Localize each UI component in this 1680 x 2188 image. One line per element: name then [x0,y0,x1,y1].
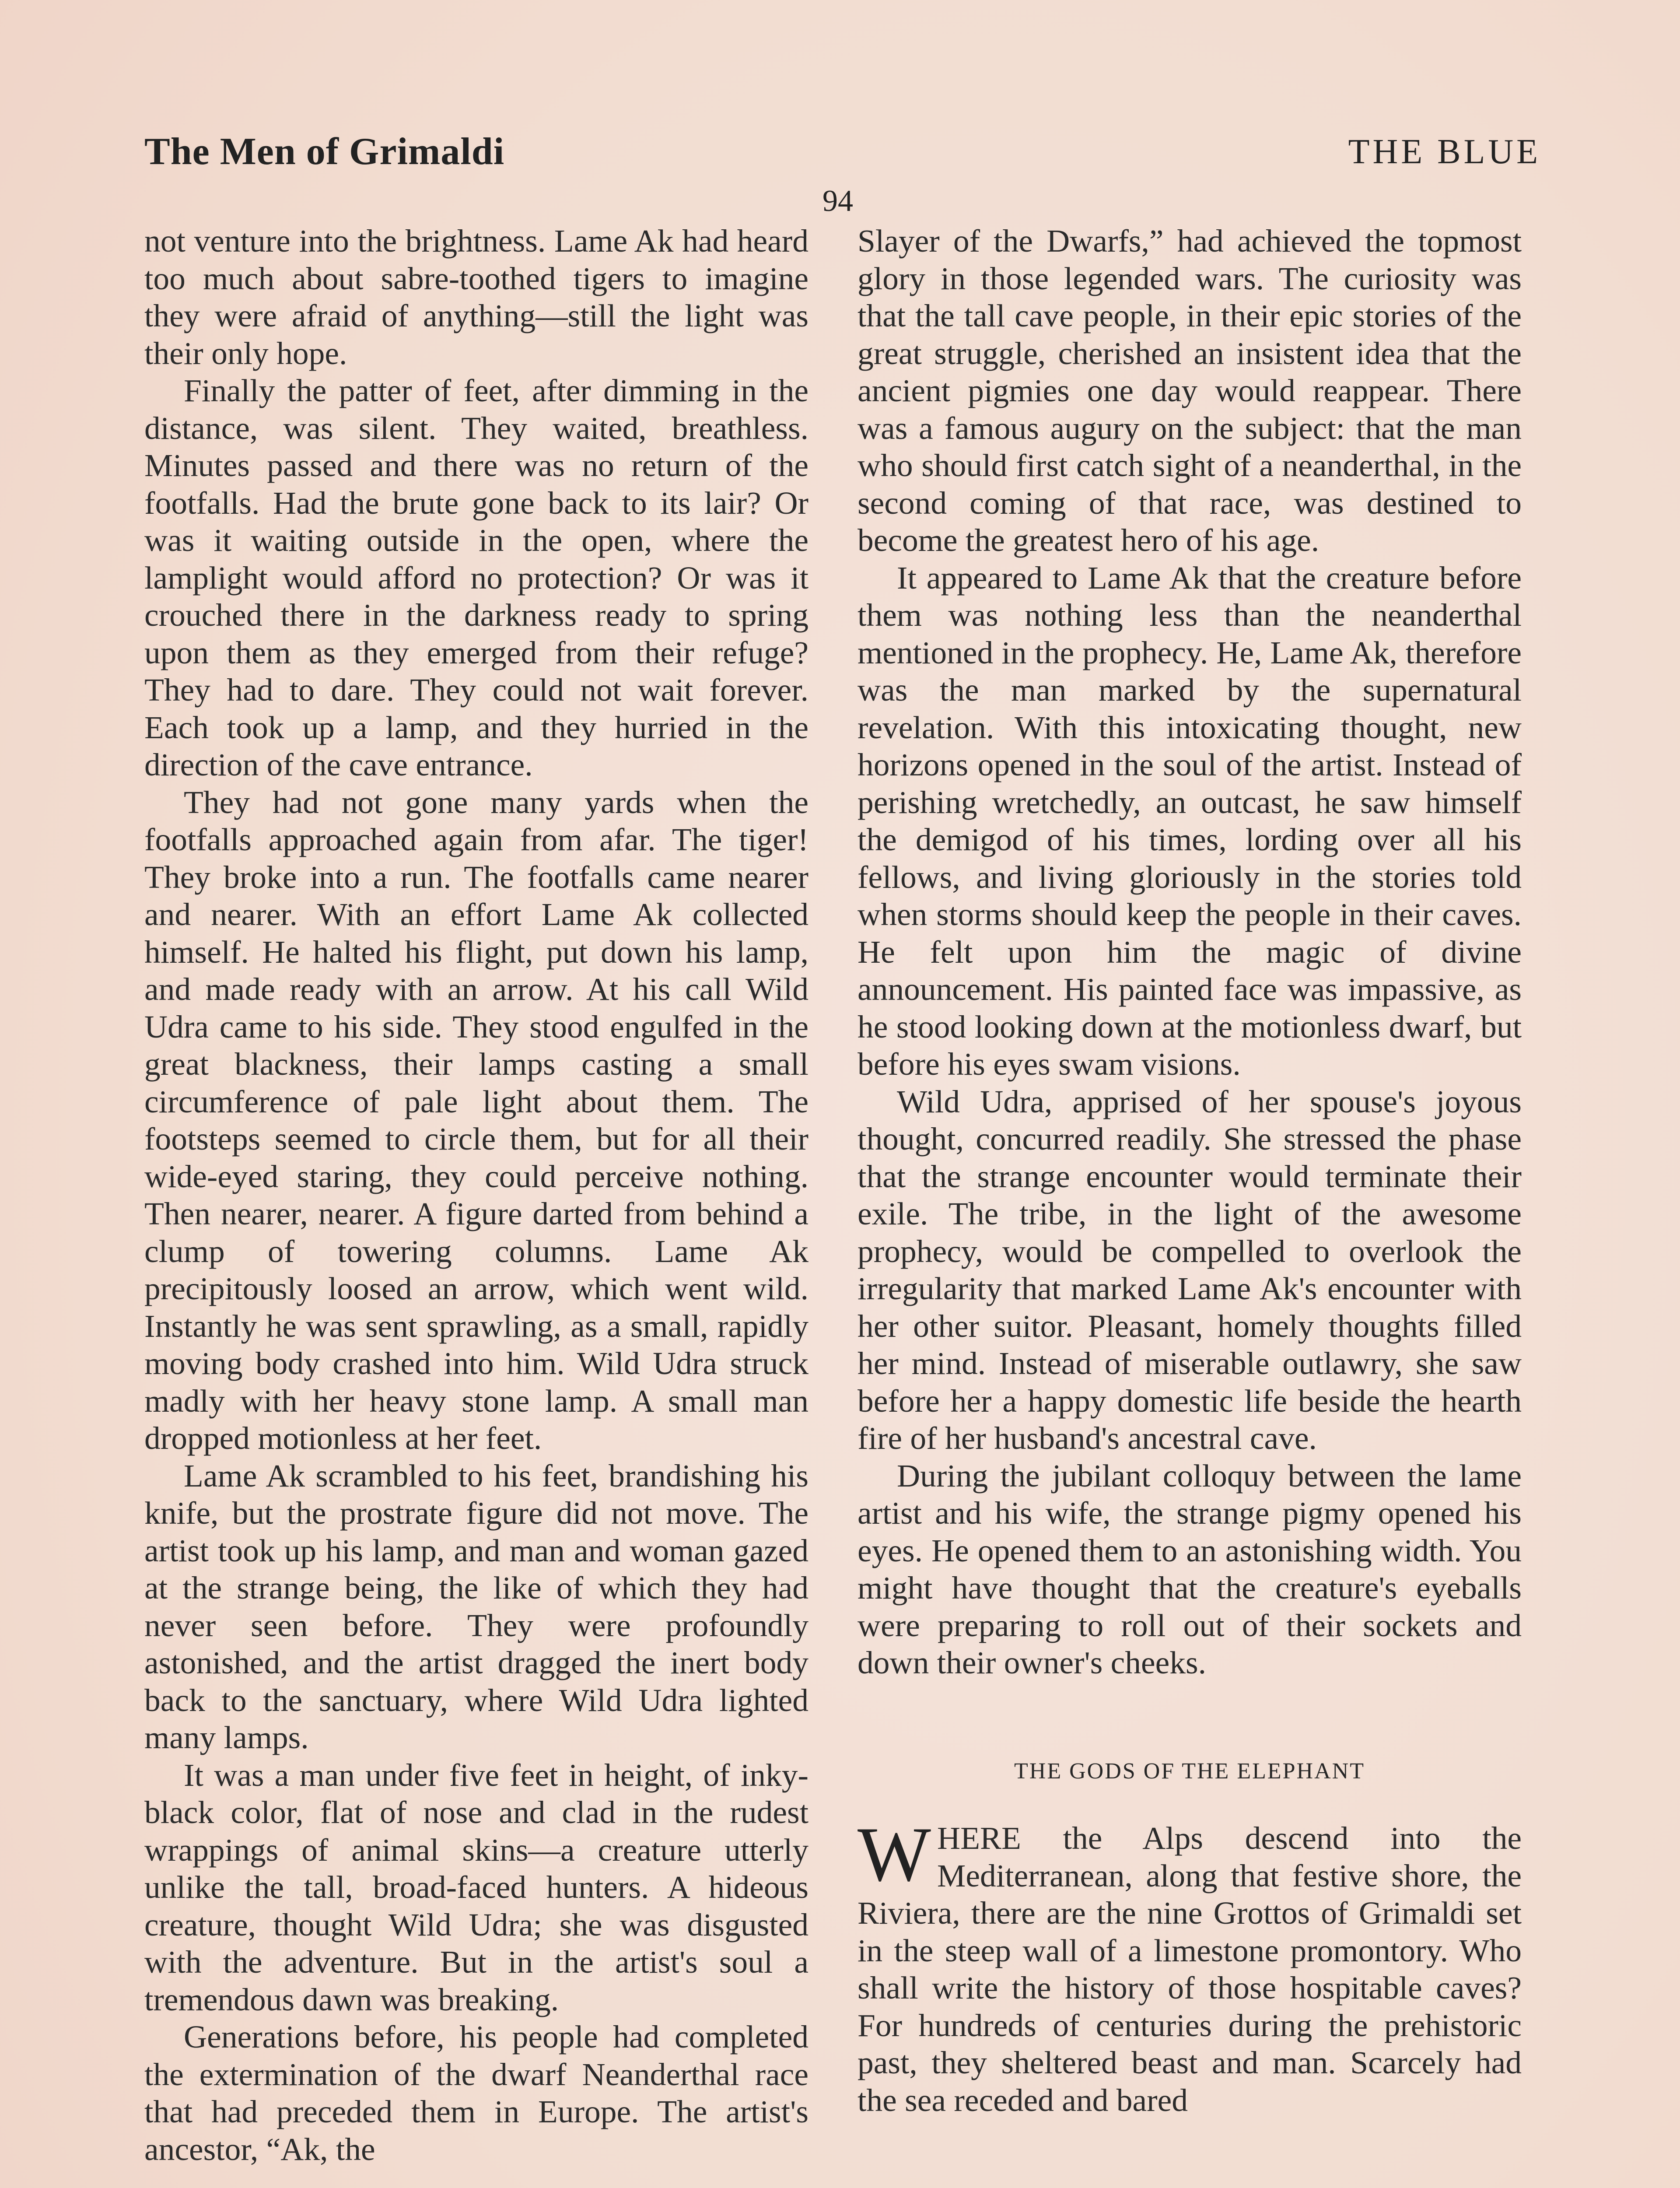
paragraph: They had not gone many yards when the footfalls approached again from afar. The tiger! They broke into a run. The footfalls came nearer and nearer. With an effort Lame Ak collected himself. He halted his flight, put down his lamp, and made ready with an arrow. At his call Wild Udra came to his side. They stood engulfed in the great blackness, their lamps casting a small circumference of pale light about them. The footsteps seemed to circle them, but for all their wide-eyed staring, they could perceive nothing. Then nearer, nearer. A figure darted from behind a clump of towering columns. Lame Ak precipitously loosed an arrow, which went wild. Instantly he was sent sprawling, as a small, rapidly moving body crashed into him. Wild Udra struck madly with her heavy stone lamp. A small man dropped motionless at her feet. [144,784,808,1456]
paragraph: Slayer of the Dwarfs,” had achieved the topmost glory in those legended wars. The curiosity was that the tall cave people, in their epic stories of the great struggle, cherished an insistent idea that the ancient pigmies one day would reappear. There was a famous augury on the subject: that the man who should first catch sight of a neanderthal, in the second coming of that race, was destined to become the greatest hero of his age. [858,223,1522,558]
paragraph: Lame Ak scrambled to his feet, brandishing his knife, but the prostrate figure did not move. The artist took up his lamp, and man and woman gazed at the strange being, the like of which they had never seen before. They were profoundly astonished, and the artist dragged the inert body back to the sanctuary, where Wild Udra lighted many lamps. [144,1458,808,1755]
paragraph: not venture into the brightness. Lame Ak had heard too much about sabre-toothed tigers to imagine they were afraid of anything—still the light was their only hope. [144,223,808,371]
page-number: 94 [822,184,853,218]
right-column [858,222,1522,2119]
paragraph: During the jubilant colloquy between the lame artist and his wife, the strange pigmy opened his eyes. He opened them to an astonishing width. You might have thought that the creature's eyeballs were preparing to roll out of their sockets and down their owner's cheeks. [858,1458,1522,1680]
paragraph: It appeared to Lame Ak that the creature before them was nothing less than the neanderthal mentioned in the prophecy. He, Lame Ak, therefore was the man marked by the supernatural revelation. With this intoxicating thought, new horizons opened in the soul of the artist. Instead of perishing wretchedly, an outcast, he saw himself the demigod of his times, lording over all his fellows, and living gloriously in the stories told when storms should keep the people in their caves. He felt upon him the magic of divine announcement. His painted face was impassive, as he stood looking down at the motionless dwarf, but before his eyes swam visions. [858,560,1522,1082]
section-opening-paragraph [858,1811,1522,2119]
paragraph: Finally the patter of feet, after dimming in the distance, was silent. They waited, breathless. Minutes passed and there was no return of the footfalls. Had the brute gone back to its lair? Or was it waiting outside in the open, where the lamplight would afford no protection? Or was it crouched there in the darkness ready to spring upon them as they emerged from their refuge? They had to dare. They could not wait forever. Each took up a lamp, and they hurried in the direction of the cave entrance. [144,373,808,782]
left-column [144,222,808,2168]
section-heading: THE GODS OF THE ELEPHANT [1014,1758,1365,1784]
running-title: The Men of Grimaldi [144,130,505,173]
drop-cap: W [858,1811,931,1897]
paragraph: Generations before, his people had completed the extermination of the dwarf Neanderthal race that had preceded them in Europe. The artist's ancestor, “Ak, the [144,2019,808,2167]
paragraph: Wild Udra, apprised of her spouse's joyous thought, concurred readily. She stressed the phase that the strange encounter would terminate their exile. The tribe, in the light of the awesome prophecy, would be compelled to overlook the irregularity that marked Lame Ak's encounter with her other suitor. Pleasant, homely thoughts filled her mind. Instead of miserable outlawry, she saw before her a happy domestic life beside the hearth fire of her husband's ancestral cave. [858,1083,1522,1456]
paragraph: It was a man under five feet in height, of inky-black color, flat of nose and clad in the rudest wrappings of animal skins—a creature utterly unlike the tall, broad-faced hunters. A hideous creature, thought Wild Udra; she was disgusted with the adventure. But in the artist's soul a tremendous dawn was breaking. [144,1757,808,2017]
magazine-title: THE BLUE [1348,133,1541,171]
section-opening-text: HERE the Alps descend into the Mediterranean, along that festive shore, the Riviera, there are the nine Grottos of Grimaldi set in the steep wall of a limestone promontory. Who shall write the history of those hospitable caves? For hundreds of centuries during the prehistoric past, they sheltered beast and man. Scarcely had the sea receded and bared [858,1820,1522,2118]
